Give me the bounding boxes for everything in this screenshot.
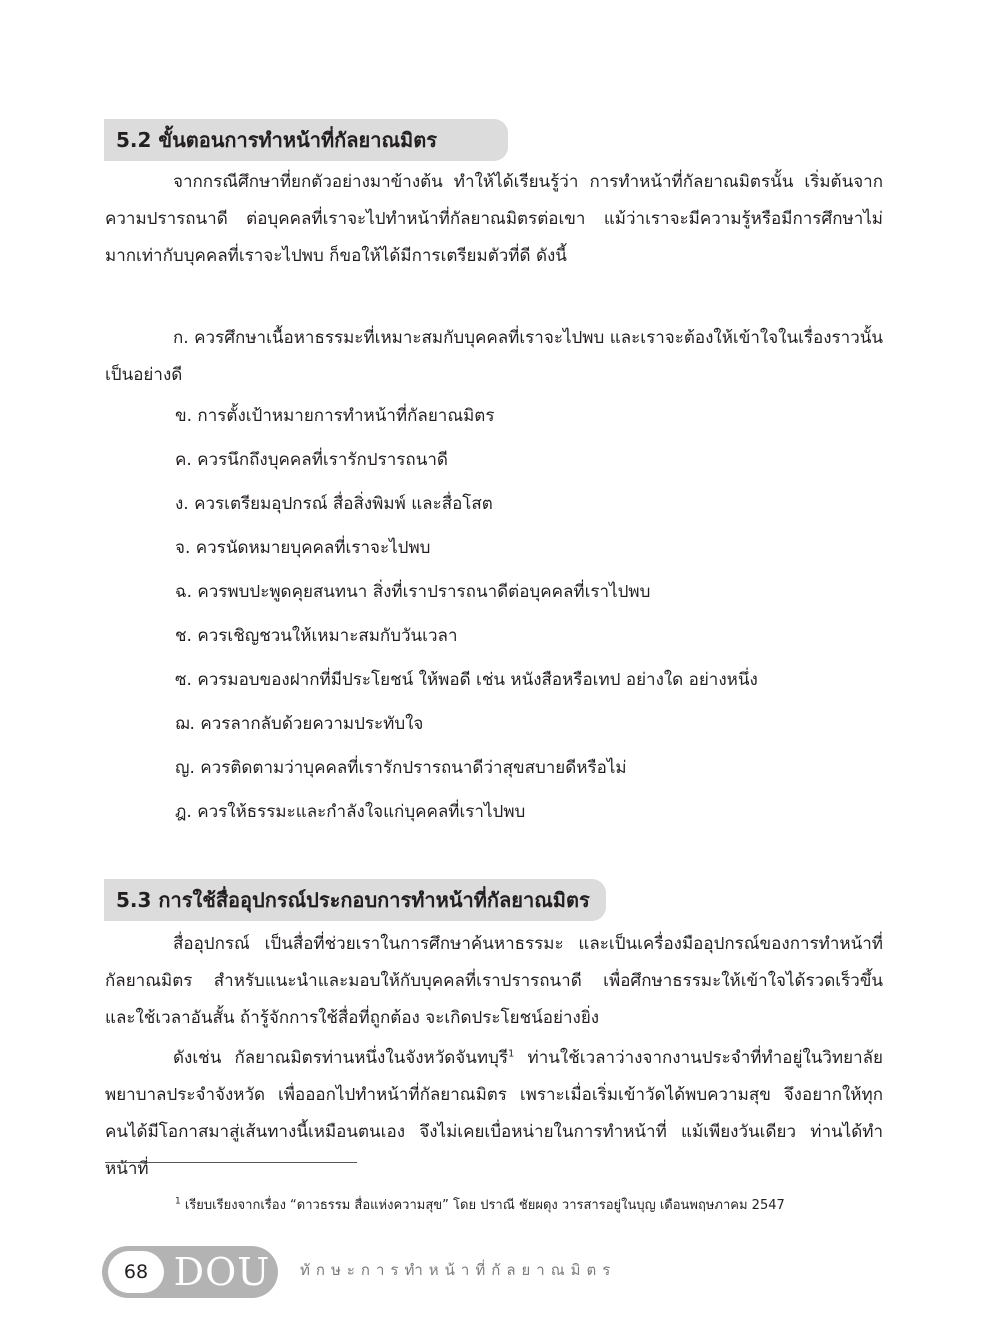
list-item: ค. ควรนึกถึงบุคคลที่เรารักปรารถนาดี <box>175 450 448 470</box>
dou-logo: DOU <box>173 1250 271 1294</box>
list-item: ข. การตั้งเป้าหมายการทำหน้าที่กัลยาณมิตร <box>175 406 495 426</box>
list-item: ซ. ควรมอบของฝากที่มีประโยชน์ ให้พอดี เช่น หนังสือหรือเทป อย่างใด อย่างหนึ่ง <box>175 670 758 690</box>
example-text-start: ดังเช่น กัลยาณมิตรท่านหนึ่งในจังหวัดจันทบุรี <box>173 1048 509 1068</box>
footnote-text: เรียบเรียงจากเรื่อง “ดาวธรรม สื่อแห่งความสุข” โดย ปราณี ชัยผดุง วารสารอยู่ในบุญ เดือนพฤษภาคม 2547 <box>180 1198 785 1213</box>
intro-paragraph: จากกรณีศึกษาที่ยกตัวอย่างมาข้างต้น ทำให้ได้เรียนรู้ว่า การทำหน้าที่กัลยาณมิตรนั้น เริ่มต้นจากความปรารถนาดี ต่อบุคคลที่เราจะไปทำหน้าที่กัลยาณมิตรต่อเขา แม้ว่าเราจะมีความรู้หรือมีการศึกษาไม่มากเท่ากับบุคคลที่เราจะไปพบ ก็ขอให้ได้มีการเตรียมตัวที่ดี ดังนี้ <box>105 172 883 266</box>
preparation-list <box>175 398 758 838</box>
list-item: ฌ. ควรลากลับด้วยความประทับใจ <box>175 714 424 734</box>
list-item: ช. ควรเชิญชวนให้เหมาะสมกับวันเวลา <box>175 626 458 646</box>
page-number: 68 <box>108 1251 164 1293</box>
footnote-marker: 1 <box>175 1196 181 1207</box>
footnote-reference[interactable]: 1 <box>508 1048 515 1060</box>
list-item: จ. ควรนัดหมายบุคคลที่เราจะไปพบ <box>175 538 431 558</box>
list-item-ko: ก. ควรศึกษาเนื้อหาธรรมะที่เหมาะสมกับบุคคลที่เราจะไปพบ และเราจะต้องให้เข้าใจในเรื่องราวนั้นเป็นอย่างดี <box>105 328 883 385</box>
example-paragraph <box>105 1040 883 1188</box>
list-item: ฎ. ควรให้ธรรมะและกำลังใจแก่บุคคลที่เราไปพบ <box>175 802 526 822</box>
footnote <box>175 1194 785 1215</box>
list-item: ง. ควรเตรียมอุปกรณ์ สื่อสิ่งพิมพ์ และสื่อโสต <box>175 494 493 514</box>
section-heading-5-2: 5.2 ขั้นตอนการทำหน้าที่กัลยาณมิตร <box>104 119 508 161</box>
footnote-divider <box>105 1162 357 1163</box>
list-item: ฉ. ควรพบปะพูดคุยสนทนา สิ่งที่เราปรารถนาดีต่อบุคคลที่เราไปพบ <box>175 582 651 602</box>
example-text-end: ท่านใช้เวลาว่างจากงานประจำที่ทำอยู่ในวิทยาลัยพยาบาลประจำจังหวัด เพื่อออกไปทำหน้าที่กัลยาณมิตร เพราะเมื่อเริ่มเข้าวัดได้พบความสุข จึงอยากให้ทุกคนได้มีโอกาสมาสู่เส้นทางนี้เหมือนตนเอง จึงไม่เคยเบื่อหน่ายในการทำหน้าที่ แม้เพียงวันเดียว ท่านได้ทำหน้าที่ <box>105 1048 883 1179</box>
media-paragraph: สื่ออุปกรณ์ เป็นสื่อที่ช่วยเราในการศึกษาค้นหาธรรมะ และเป็นเครื่องมืออุปกรณ์ของการทำหน้าที่กัลยาณมิตร สำหรับแนะนำและมอบให้กับบุคคลที่เราปรารถนาดี เพื่อศึกษาธรรมะให้เข้าใจได้รวดเร็วขึ้น และใช้เวลาอันสั้น ถ้ารู้จักการใช้สื่อที่ถูกต้อง จะเกิดประโยชน์อย่างยิ่ง <box>105 934 883 1028</box>
section-heading-5-3: 5.3 การใช้สื่ออุปกรณ์ประกอบการทำหน้าที่กัลยาณมิตร <box>104 879 606 921</box>
list-item: ญ. ควรติดตามว่าบุคคลที่เรารักปรารถนาดีว่าสุขสบายดีหรือไม่ <box>175 758 627 778</box>
running-title: ทักษะการทำหน้าที่กัลยาณมิตร <box>300 1261 617 1279</box>
